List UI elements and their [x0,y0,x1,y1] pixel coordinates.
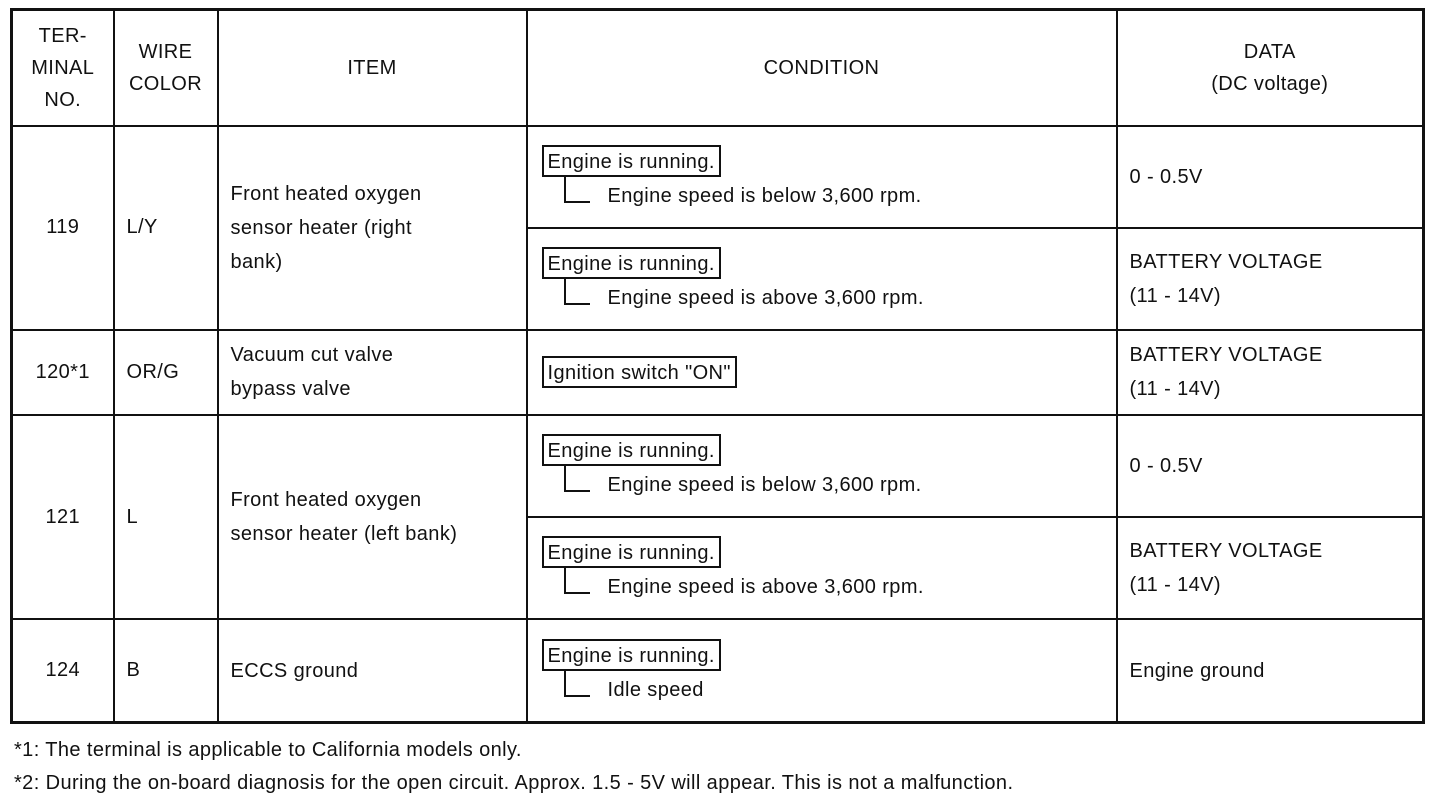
terminal-data-table [10,8,1425,724]
table-header-row [12,10,1424,126]
item-cell: Vacuum cut valve bypass valve [218,330,527,415]
footnote: *2: During the on-board diagnosis for the open circuit. Approx. 1.5 - 5V will appear. This is not a malfunction. [14,772,1014,794]
condition-box: Engine is running. [542,247,721,279]
condition-cell [527,330,1117,415]
condition-cell [527,619,1117,722]
table-row [12,619,1424,722]
header-wire-color: WIRE COLOR [114,10,218,126]
bracket-elbow-icon [564,175,590,203]
wire-color-cell: B [114,619,218,722]
condition-subitem: Engine speed is below 3,600 rpm. [564,175,1116,209]
header-condition: CONDITION [527,10,1117,126]
condition-cell [527,517,1117,619]
table-row [12,126,1424,228]
terminal-no-cell: 120*1 [12,330,114,415]
bracket-elbow-icon [564,464,590,492]
terminal-no-cell: 124 [12,619,114,722]
bracket-elbow-icon [564,566,590,594]
bracket-elbow-icon [564,277,590,305]
data-cell: BATTERY VOLTAGE (11 - 14V) [1117,517,1424,619]
bracket-elbow-icon [564,669,590,697]
data-cell: 0 - 0.5V [1117,415,1424,517]
condition-box: Ignition switch "ON" [542,356,737,388]
condition-box: Engine is running. [542,145,721,177]
footnote: *1: The terminal is applicable to California models only. [14,739,522,761]
condition-cell [527,126,1117,228]
terminal-no-cell: 121 [12,415,114,619]
condition-subitem: Engine speed is above 3,600 rpm. [564,566,1116,600]
condition-box: Engine is running. [542,434,721,466]
wire-color-cell: OR/G [114,330,218,415]
header-terminal-no: TER- MINAL NO. [12,10,114,126]
data-cell: BATTERY VOLTAGE (11 - 14V) [1117,330,1424,415]
footnotes [14,734,1013,800]
condition-subitem: Idle speed [564,669,1116,703]
data-cell: Engine ground [1117,619,1424,722]
condition-subitem: Engine speed is below 3,600 rpm. [564,464,1116,498]
wire-color-cell: L/Y [114,126,218,330]
data-cell: 0 - 0.5V [1117,126,1424,228]
terminal-no-cell: 119 [12,126,114,330]
condition-cell [527,415,1117,517]
table-row [12,330,1424,415]
condition-box: Engine is running. [542,639,721,671]
condition-subitem: Engine speed is above 3,600 rpm. [564,277,1116,311]
table-row [12,415,1424,517]
item-cell: ECCS ground [218,619,527,722]
item-cell: Front heated oxygen sensor heater (left bank) [218,415,527,619]
wire-color-cell: L [114,415,218,619]
item-cell: Front heated oxygen sensor heater (right bank) [218,126,527,330]
data-cell: BATTERY VOLTAGE (11 - 14V) [1117,228,1424,330]
condition-cell [527,228,1117,330]
condition-box: Engine is running. [542,536,721,568]
header-item: ITEM [218,10,527,126]
header-data: DATA (DC voltage) [1117,10,1424,126]
